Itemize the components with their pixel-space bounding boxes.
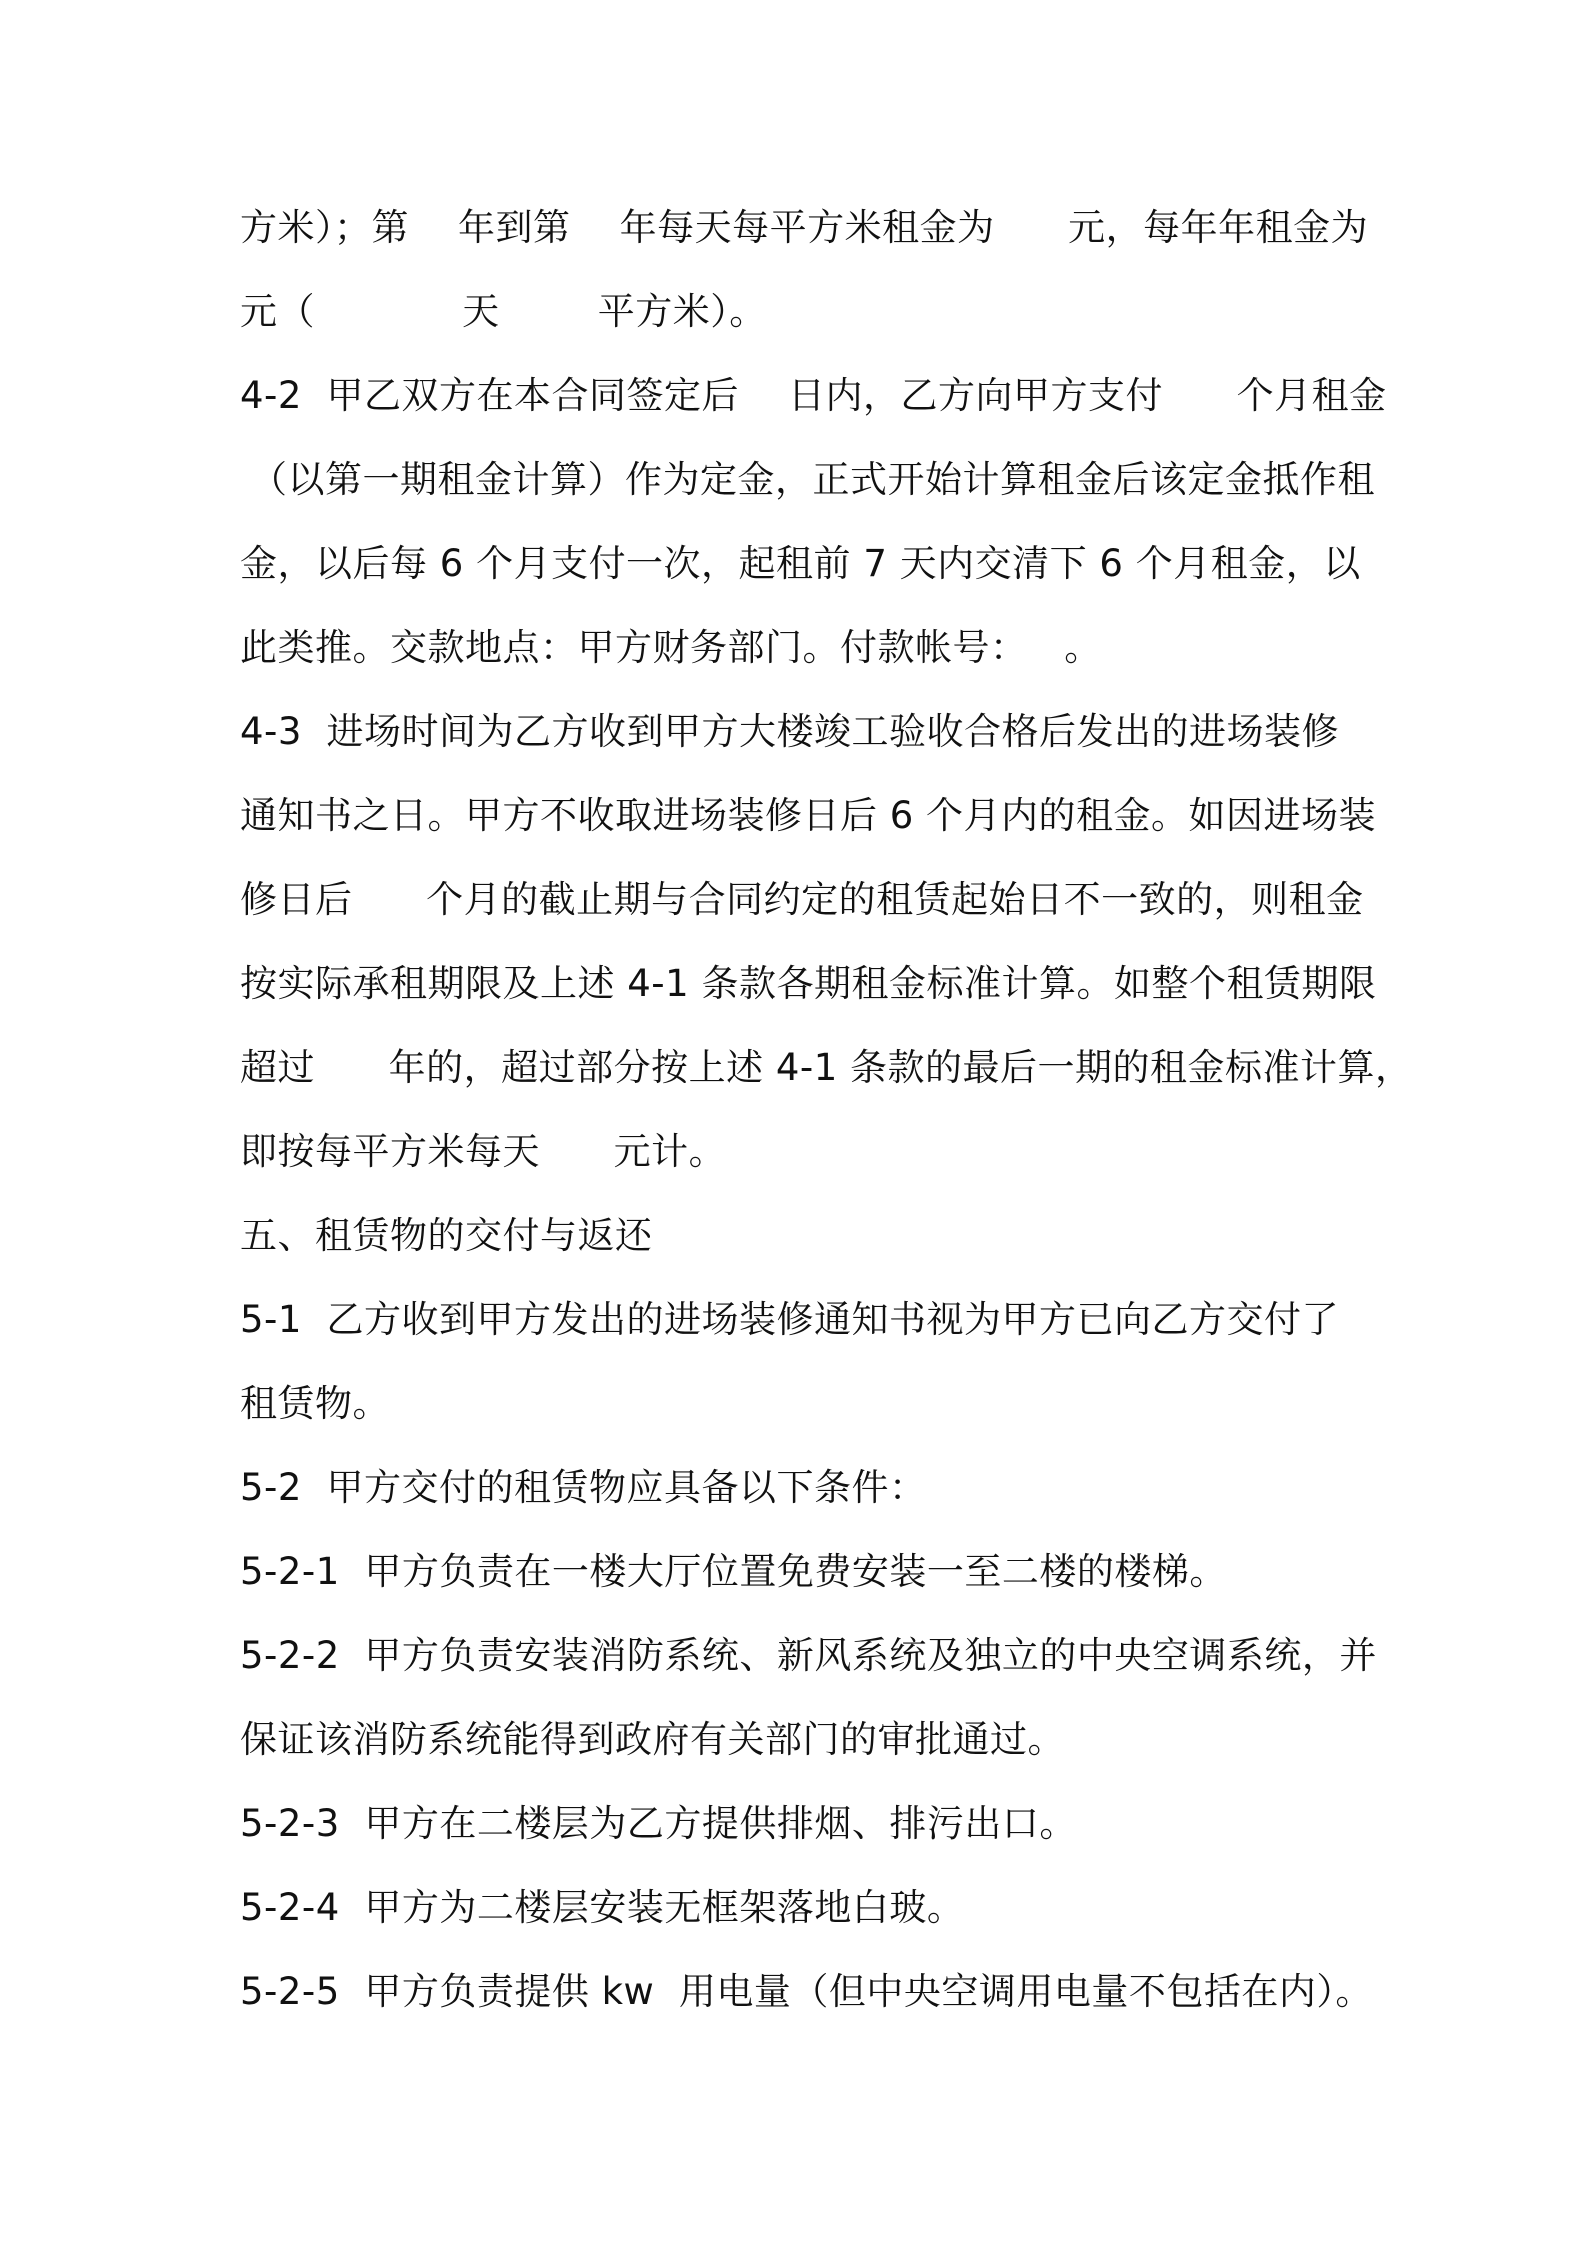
text-line: 此类推。交款地点：甲方财务部门。付款帐号： 。 <box>240 626 1102 669</box>
clause-5-1: 5-1 乙方收到甲方发出的进场装修通知书视为甲方已向乙方交付了 <box>240 1298 1339 1341</box>
text-line: 方米）；第 年到第 年每天每平方米租金为 元，每年年租金为 <box>240 206 1369 249</box>
text-line: 租赁物。 <box>240 1382 390 1425</box>
text-line: 金，以后每 6 个月支付一次，起租前 7 天内交清下 6 个月租金，以 <box>240 542 1361 585</box>
clause-5-2-4: 5-2-4 甲方为二楼层安装无框架落地白玻。 <box>240 1886 965 1929</box>
text-line: 通知书之日。甲方不收取进场装修日后 6 个月内的租金。如因进场装 <box>240 794 1377 837</box>
text-line: （以第一期租金计算）作为定金，正式开始计算租金后该定金抵作租 <box>250 458 1375 501</box>
clause-4-2: 4-2 甲乙双方在本合同签定后 日内，乙方向甲方支付 个月租金 <box>240 374 1387 417</box>
clause-5-2-3: 5-2-3 甲方在二楼层为乙方提供排烟、排污出口。 <box>240 1802 1077 1845</box>
clause-5-2-5: 5-2-5 甲方负责提供 kw 用电量（但中央空调用电量不包括在内）。 <box>240 1970 1373 2013</box>
text-line: 即按每平方米每天 元计。 <box>240 1130 727 1173</box>
text-line: 按实际承租期限及上述 4-1 条款各期租金标准计算。如整个租赁期限 <box>240 962 1377 1005</box>
clause-5-2-1: 5-2-1 甲方负责在一楼大厅位置免费安装一至二楼的楼梯。 <box>240 1550 1227 1593</box>
text-line: 超过 年的，超过部分按上述 4-1 条款的最后一期的租金标准计算， <box>240 1046 1413 1089</box>
text-line: 修日后 个月的截止期与合同约定的租赁起始日不一致的，则租金 <box>240 878 1364 921</box>
clause-5-2: 5-2 甲方交付的租赁物应具备以下条件： <box>240 1466 927 1509</box>
clause-4-3: 4-3 进场时间为乙方收到甲方大楼竣工验收合格后发出的进场装修 <box>240 710 1339 753</box>
text-line: 元（ 天 平方米）。 <box>240 290 767 333</box>
clause-5-2-2: 5-2-2 甲方负责安装消防系统、新风系统及独立的中央空调系统，并 <box>240 1634 1377 1677</box>
text-line: 保证该消防系统能得到政府有关部门的审批通过。 <box>240 1718 1065 1761</box>
section-heading-5: 五、租赁物的交付与返还 <box>240 1214 653 1257</box>
